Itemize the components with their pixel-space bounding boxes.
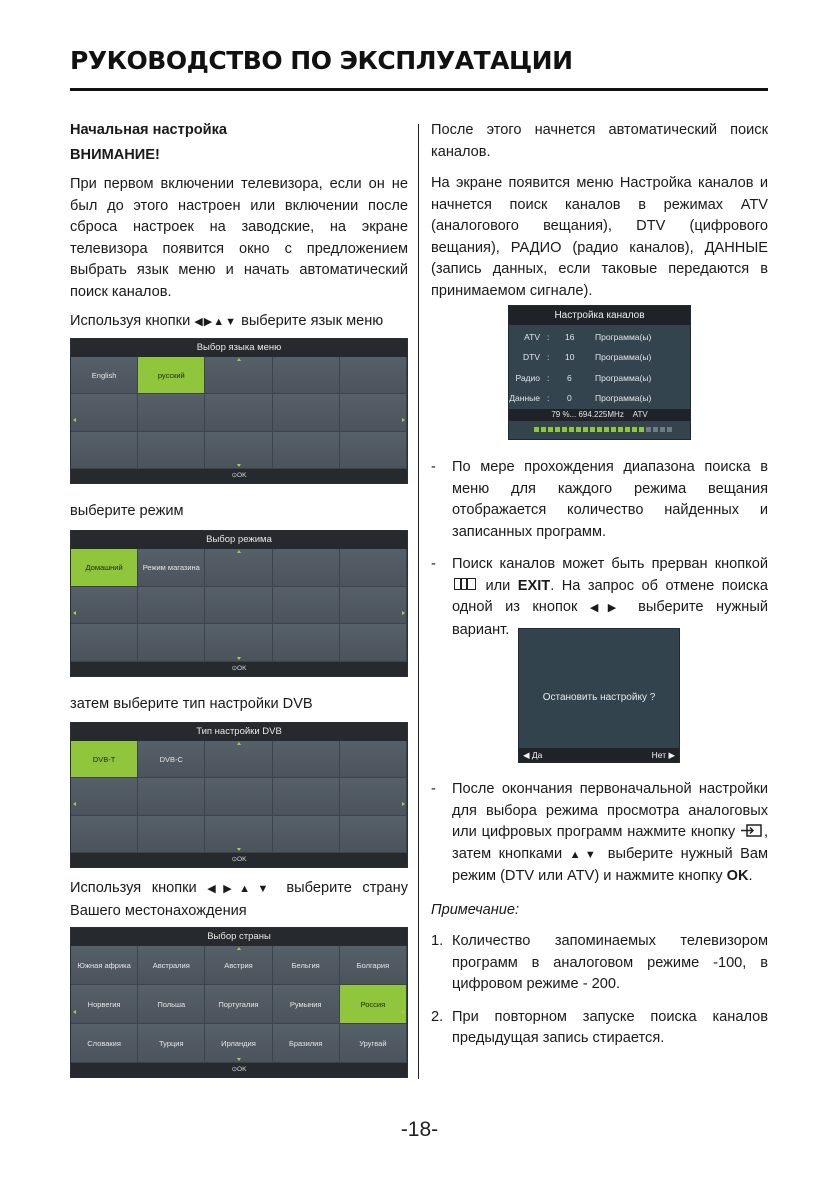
grid-cell — [138, 778, 205, 815]
country-option[interactable]: Южная африка — [71, 946, 138, 985]
right-arrow-icon — [402, 802, 405, 806]
progress-status: 79 %... 694.225MHz ATV — [509, 409, 690, 421]
progress-segment — [590, 427, 595, 432]
scan-row-atv: ATV : 16 Программа(ы) — [524, 332, 652, 342]
progress-segment — [576, 427, 581, 432]
note-title: Примечание: — [431, 901, 520, 918]
bullet-cancel: - Поиск каналов может быть прерван кнопкой или EXIT. На запрос об отмене поиска одной из кнопок ◀▶ выберите нужный вариант. — [431, 556, 769, 638]
document-title: РУКОВОДСТВО ПО ЭКСПЛУАТАЦИИ — [70, 46, 573, 75]
mode-screen — [70, 530, 408, 677]
bullet-mode-select: - После окончания первоначальной настройки для выбора режима просмотра аналоговых или цифровых программ нажмите кнопку , затем кнопками ▲▼ выберите нужный Вам режим (DTV или ATV) и нажмите кнопку OK. — [431, 781, 769, 884]
progress-segment — [639, 427, 644, 432]
left-arrow-icon — [73, 611, 76, 615]
right-column-top — [431, 120, 768, 302]
option-grid — [71, 357, 407, 469]
up-arrow-icon — [237, 742, 241, 745]
stop-question: Остановить настройку ? — [542, 692, 656, 703]
ok-hint: ⊙OK — [71, 853, 407, 867]
progress-segment — [618, 427, 623, 432]
progress-segment — [660, 427, 665, 432]
column-divider — [418, 124, 419, 1079]
menu-button-icon — [454, 578, 476, 590]
country-option[interactable]: Ирландия — [205, 1024, 272, 1063]
up-arrow-icon — [237, 947, 241, 950]
down-arrow-icon — [237, 848, 241, 851]
screen-title: Выбор режима — [71, 531, 407, 549]
screen-title: Выбор языка меню — [71, 339, 407, 357]
country-option[interactable]: Польша — [138, 985, 205, 1024]
up-down-keys-icon: ▲▼ — [569, 848, 601, 861]
grid-cell — [71, 778, 138, 815]
note-item-1: 1. Количество запоминаемых телевизором программ в аналоговом режиме -100, в цифровом режиме - 200. — [431, 933, 768, 992]
grid-cell — [340, 549, 407, 587]
yes-button[interactable]: ◀ Да — [523, 750, 543, 760]
right-column-bottom — [431, 779, 768, 1050]
country-option[interactable]: Болгария — [340, 946, 407, 985]
progress-segment — [569, 427, 574, 432]
step-language-text: Используя кнопки ◀▶▲▼ выберите язык меню — [70, 313, 384, 329]
progress-segment — [632, 427, 637, 432]
right-arrow-icon — [402, 611, 405, 615]
grid-cell — [273, 357, 340, 394]
grid-cell — [340, 816, 407, 853]
down-arrow-icon — [237, 1058, 241, 1061]
left-column — [70, 120, 408, 303]
progress-segment — [548, 427, 553, 432]
search-start-paragraph: После этого начнется автоматический поиск каналов. — [431, 122, 768, 160]
progress-segment — [541, 427, 546, 432]
note-item-2: 2. При повторном запуске поиска каналов предыдущая запись стирается. — [431, 1008, 768, 1046]
option-grid — [71, 549, 407, 662]
right-arrow-icon — [402, 1010, 405, 1014]
country-option[interactable]: Австралия — [138, 946, 205, 985]
grid-cell — [273, 394, 340, 431]
grid-cell — [273, 549, 340, 587]
progress-segment — [562, 427, 567, 432]
step-dvb-text: затем выберите тип настройки DVB — [70, 696, 313, 712]
grid-cell — [138, 432, 205, 469]
ok-hint: ⊙OK — [71, 662, 407, 676]
grid-cell — [138, 624, 205, 662]
option-russian[interactable]: русский — [138, 357, 205, 394]
title-rule — [70, 88, 768, 91]
grid-cell — [340, 624, 407, 662]
warning-heading: ВНИМАНИЕ! — [70, 146, 160, 163]
grid-cell — [273, 587, 340, 625]
grid-cell — [71, 587, 138, 625]
progress-segment — [667, 427, 672, 432]
grid-cell — [340, 394, 407, 431]
language-screen — [70, 338, 408, 484]
section-title: Начальная настройка — [70, 122, 228, 138]
progress-segment — [611, 427, 616, 432]
progress-segment — [653, 427, 658, 432]
grid-cell — [138, 587, 205, 625]
country-option[interactable]: Румыния — [273, 985, 340, 1024]
option-dvb-t[interactable]: DVB-T — [71, 741, 138, 778]
option-dvb-c[interactable]: DVB-C — [138, 741, 205, 778]
grid-cell — [138, 394, 205, 431]
grid-cell — [205, 778, 272, 815]
scan-row-data: Данные : 0 Программа(ы) — [509, 393, 652, 403]
option-grid — [71, 741, 407, 853]
grid-cell — [71, 816, 138, 853]
option-store[interactable]: Режим магазина — [138, 549, 205, 587]
right-column-bullets — [431, 457, 768, 641]
scan-title: Настройка каналов — [509, 306, 690, 325]
grid-cell — [340, 587, 407, 625]
progress-segment — [555, 427, 560, 432]
progress-segment — [604, 427, 609, 432]
up-arrow-icon — [237, 358, 241, 361]
progress-segment — [583, 427, 588, 432]
scan-row-radio: Радио : 6 Программа(ы) — [515, 373, 652, 383]
channel-scan-screen — [508, 305, 691, 440]
scan-row-dtv: DTV : 10 Программа(ы) — [523, 352, 652, 362]
grid-cell — [273, 624, 340, 662]
left-right-keys-icon: ◀▶ — [589, 602, 626, 614]
country-option[interactable]: Португалия — [205, 985, 272, 1024]
input-source-icon — [741, 824, 763, 837]
progress-segment — [597, 427, 602, 432]
channel-setup-paragraph: На экране появится меню Настройка каналов и начнется поиск каналов в режимах ATV (аналогового вещания), DTV (цифрового вещания), РАДИО (радио каналов), ДАННЫЕ (запись данных, если таковые передаются в принимаемом сигнале). — [431, 175, 768, 299]
down-arrow-icon — [237, 464, 241, 467]
country-option[interactable]: Словакия — [71, 1024, 138, 1063]
country-option[interactable]: Бразилия — [273, 1024, 340, 1063]
screen-title: Тип настройки DVB — [71, 723, 407, 741]
progress-segment — [534, 427, 539, 432]
grid-cell — [205, 394, 272, 431]
grid-cell — [205, 587, 272, 625]
grid-cell — [273, 816, 340, 853]
country-option[interactable]: Норвегия — [71, 985, 138, 1024]
grid-cell — [340, 357, 407, 394]
grid-cell — [205, 741, 272, 778]
left-arrow-icon — [73, 802, 76, 806]
grid-cell — [340, 432, 407, 469]
no-button[interactable]: Нет ▶ — [651, 750, 675, 760]
country-option[interactable]: Турция — [138, 1024, 205, 1063]
grid-cell — [71, 432, 138, 469]
country-option[interactable]: Австрия — [205, 946, 272, 985]
grid-cell — [273, 778, 340, 815]
page-number: -18- — [400, 1118, 439, 1141]
country-grid — [71, 946, 407, 1063]
ok-hint: ⊙OK — [71, 469, 407, 483]
grid-cell — [138, 816, 205, 853]
country-option[interactable]: Бельгия — [273, 946, 340, 985]
step-mode-text: выберите режим — [70, 503, 184, 519]
step-country-text: Используя кнопки ◀▶▲▼ выберите страну Вашего местонахождения — [70, 880, 408, 919]
grid-cell — [71, 394, 138, 431]
option-home[interactable]: Домашний — [71, 549, 138, 587]
left-arrow-icon — [73, 418, 76, 422]
up-arrow-icon — [237, 550, 241, 553]
bullet-progress: - По мере прохождения диапазона поиска в меню для каждого режима вещания отображается количество найденных и записанных программ. — [431, 459, 768, 540]
right-arrow-icon — [402, 418, 405, 422]
grid-cell — [340, 741, 407, 778]
grid-cell — [205, 357, 272, 394]
arrow-keys-icon: ◀▶▲▼ — [194, 316, 237, 328]
option-english[interactable]: English — [71, 357, 138, 394]
country-option-selected[interactable]: Россия — [340, 985, 407, 1024]
progress-segment — [646, 427, 651, 432]
grid-cell — [340, 778, 407, 815]
left-arrow-icon — [73, 1010, 76, 1014]
grid-cell — [273, 432, 340, 469]
arrow-keys-icon: ◀▶▲▼ — [207, 883, 276, 895]
dialog-buttons — [519, 748, 679, 762]
progress-segment — [625, 427, 630, 432]
country-option[interactable]: Уругвай — [340, 1024, 407, 1063]
stop-search-dialog — [518, 628, 680, 763]
screen-title: Выбор страны — [71, 928, 407, 946]
country-screen — [70, 927, 408, 1078]
intro-paragraph: При первом включении телевизора, если он не был до этого настроен или включении после сброса настроек на заводские, на экране телевизора появится окно с предложением выбрать язык меню и начать автоматический поиск каналов. — [70, 176, 408, 300]
grid-cell — [273, 741, 340, 778]
down-arrow-icon — [237, 657, 241, 660]
grid-cell — [205, 549, 272, 587]
dvb-screen — [70, 722, 408, 868]
ok-hint: ⊙OK — [71, 1063, 407, 1077]
grid-cell — [71, 624, 138, 662]
